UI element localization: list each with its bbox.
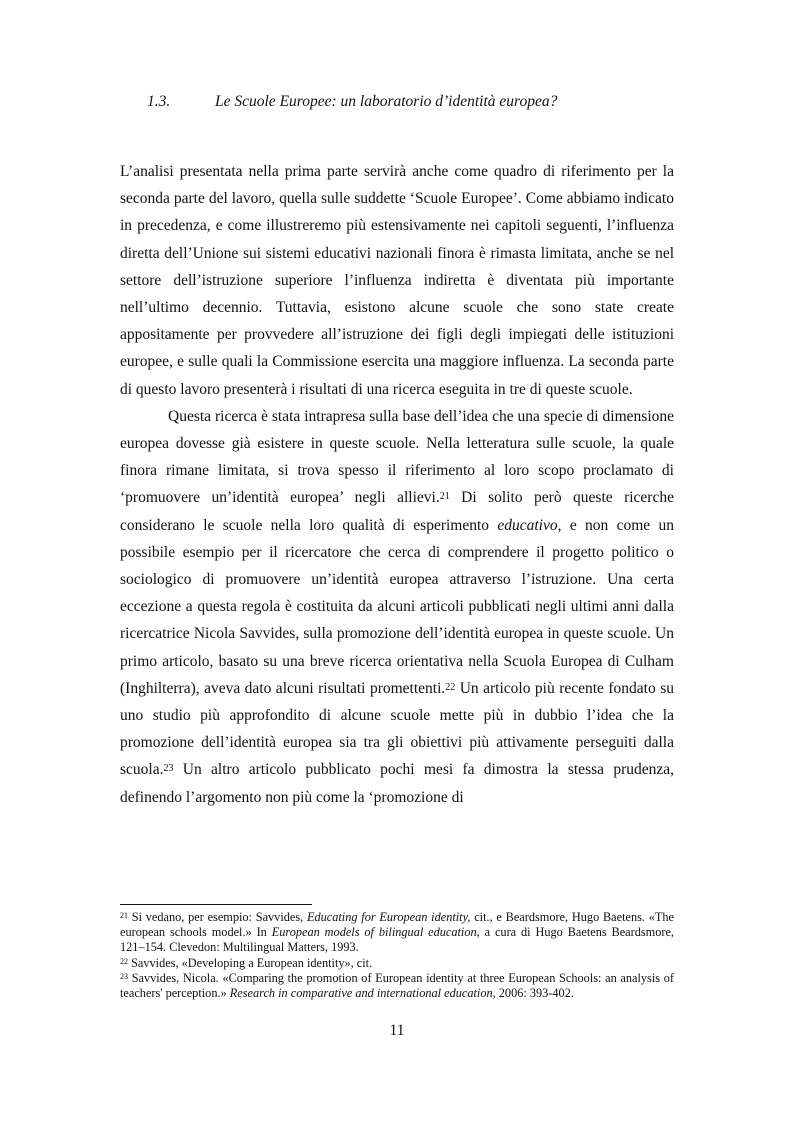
- section-title: Le Scuole Europee: un laboratorio d’identità europea?: [215, 93, 558, 110]
- footnote-ref-22: 22: [445, 681, 456, 693]
- section-number: 1.3.: [147, 93, 171, 110]
- footnote-22: [120, 956, 674, 971]
- footnote-text: Si vedano, per esempio: Savvides,: [128, 910, 307, 924]
- paragraph-2-text: Questa ricerca è stata intrapresa sulla base dell’idea che una specie di dimensione europea dovesse già esistere in queste scuole. Nella letteratura sulle scuole, la quale finora rimane limitata, si trova spesso il riferimento al loro scopo proclamato di ‘promuovere un’identità europea’ negli allievi.: [120, 407, 674, 507]
- section-heading: [147, 93, 557, 111]
- emphasis-text: educativo: [497, 516, 558, 534]
- footnote-number: 23: [120, 971, 128, 981]
- paragraph-2: [120, 403, 674, 811]
- footnote-separator: [120, 904, 312, 905]
- paragraph-2-text: , e non come un possibile esempio per il ricercatore che cerca di comprendere il progetto politico o sociologico di promuovere un’identità europea attraverso l’istruzione. Una certa eccezione a questa regola è costituita da alcuni articoli pubblicati negli ultimi anni dalla ricercatrice Nicola Savvides, sulla promozione dell’identità europea in queste scuole. Un primo articolo, basato su una breve ricerca orientativa nella Scuola Europea di Culham (Inghilterra), aveva dato alcuni risultati promettenti.: [120, 516, 674, 697]
- footnote-italic: Educating for European identity,: [306, 910, 471, 924]
- footnote-italic: Research in comparative and international education: [229, 986, 493, 1001]
- footnote-text: cit., e Beardsmore, Hugo Baetens. «The european schools model.» In: [120, 910, 674, 940]
- footnote-text: Savvides, «Developing a European identity», cit.: [128, 955, 373, 970]
- footnote-21: [120, 910, 674, 956]
- body-text: [120, 158, 674, 811]
- page-number: 11: [389, 1022, 405, 1039]
- footnotes: [120, 910, 674, 1001]
- footnote-ref-23: 23: [163, 763, 174, 775]
- paragraph-2-text: Un altro articolo pubblicato pochi mesi fa dimostra la stessa prudenza, definendo l’argomento non più come la ‘promozione di: [120, 761, 674, 806]
- footnote-ref-21: 21: [439, 491, 450, 503]
- footnote-23: [120, 971, 674, 1001]
- footnote-number: 21: [120, 911, 128, 920]
- footnote-italic: European models of bilingual education: [271, 925, 477, 940]
- footnote-number: 22: [120, 956, 128, 966]
- footnote-text: Savvides, Nicola. «Comparing the promotion of European identity at three European Schools: an analysis of teachers' perception.»: [120, 970, 674, 1001]
- paragraph-2-text: Un articolo più recente fondato su uno studio più approfondito di alcune scuole mette più in dubbio l’idea che la promozione dell’identità europea sia tra gli obiettivi più attivamente perseguiti dalla scuola.: [120, 679, 674, 779]
- paragraph-2-text: Di solito però queste ricerche considerano le scuole nella loro qualità di esperimento: [120, 489, 674, 534]
- footnote-text: , 2006: 393-402.: [492, 986, 574, 1001]
- paragraph-1: L’analisi presentata nella prima parte servirà anche come quadro di riferimento per la seconda parte del lavoro, quella sulle suddette ‘Scuole Europee’. Come abbiamo indicato in precedenza, e come illustreremo più estensivamente nei capitoli seguenti, l’influenza diretta dell’Unione sui sistemi educativi nazionali finora è rimasta limitata, anche se nel settore dell’istruzione superiore l’influenza indiretta è diventata più importante nell’ultimo decennio. Tuttavia, esistono alcune scuole che sono state create appositamente per provvedere all’istruzione dei figli degli impiegati delle istituzioni europee, e sulle quali la Commissione esercita una maggiore influenza. La seconda parte di questo lavoro presenterà i risultati di una ricerca eseguita in tre di queste scuole.: [120, 163, 674, 398]
- footnote-text: , a cura di Hugo Baetens Beardsmore, 121–154. Clevedon: Multilingual Matters, 1993.: [120, 925, 675, 955]
